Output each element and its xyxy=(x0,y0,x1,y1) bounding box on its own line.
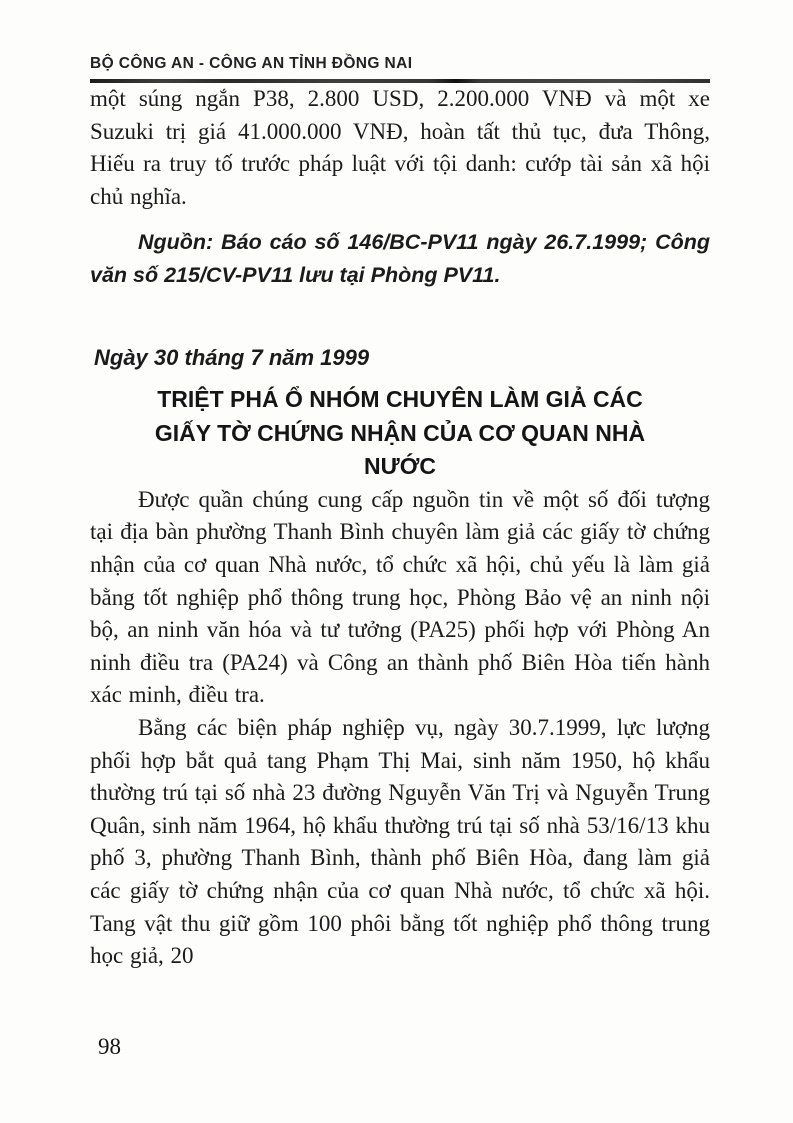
content-column xyxy=(90,0,710,973)
article-date: Ngày 30 tháng 7 năm 1999 xyxy=(94,345,370,371)
article-paragraph-1: Được quần chúng cung cấp nguồn tin về một số đối tượng tại địa bàn phường Thanh Bình chuyên làm giả các giấy tờ chứng nhận của cơ quan Nhà nước, tổ chức xã hội, chủ yếu là làm giả bằng tốt nghiệp phổ thông trung học, Phòng Bảo vệ an ninh nội bộ, an ninh văn hóa và tư tưởng (PA25) phối hợp với Phòng An ninh điều tra (PA24) và Công an thành phố Biên Hòa tiến hành xác minh, điều tra. xyxy=(90,486,710,708)
paragraph-continuation: một súng ngắn P38, 2.800 USD, 2.200.000 VNĐ và một xe Suzuki trị giá 41.000.000 VNĐ, hoàn tất thủ tục, đưa Thông, Hiếu ra truy tố trước pháp luật với tội danh: cướp tài sản xã hội chủ nghĩa. xyxy=(90,86,710,209)
source-note: Nguồn: Báo cáo số 146/BC-PV11 ngày 26.7.1999; Công văn số 215/CV-PV11 lưu tại Phòng PV11. xyxy=(90,230,710,288)
article-paragraph-2: Bằng các biện pháp nghiệp vụ, ngày 30.7.1999, lực lượng phối hợp bắt quả tang Phạm Thị Mai, sinh năm 1950, hộ khẩu thường trú tại số nhà 23 đường Nguyễn Văn Trị và Nguyễn Trung Quân, sinh năm 1964, hộ khẩu thường trú tại số nhà 53/16/13 khu phố 3, phường Thanh Bình, thành phố Biên Hòa, đang làm giả các giấy tờ chứng nhận của cơ quan Nhà nước, tổ chức xã hội. Tang vật thu giữ gồm 100 phôi bằng tốt nghiệp phổ thông trung học giả, 20 xyxy=(90,715,710,969)
article-title: TRIỆT PHÁ Ổ NHÓM CHUYÊN LÀM GIẢ CÁC GIẤY TỜ CHỨNG NHẬN CỦA CƠ QUAN NHÀ NƯỚC xyxy=(154,386,646,480)
running-header: BỘ CÔNG AN - CÔNG AN TỈNH ĐỒNG NAI xyxy=(90,55,413,72)
page-number: 98 xyxy=(98,1034,121,1059)
